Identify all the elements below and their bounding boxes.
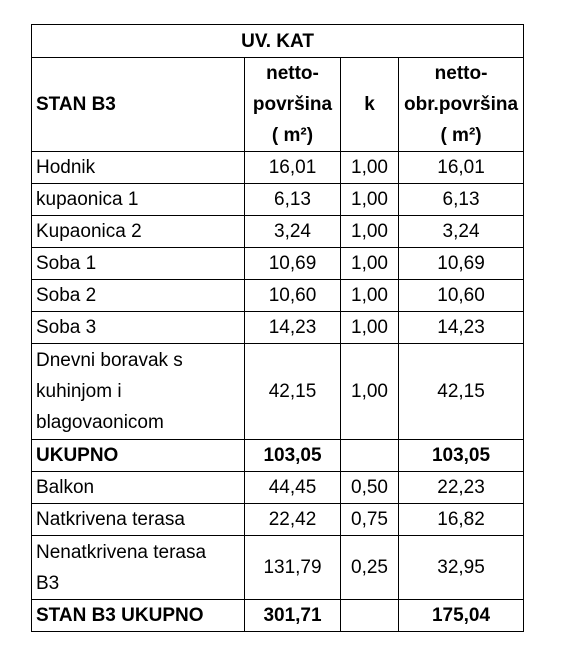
table-row	[32, 472, 524, 504]
net-area: 42,15	[245, 344, 341, 440]
net-area: 10,69	[245, 248, 341, 280]
calc-area: 10,69	[399, 248, 524, 280]
calc-area: 16,01	[399, 152, 524, 184]
total-net-area: 301,71	[245, 600, 341, 632]
net-area: 16,01	[245, 152, 341, 184]
table-row	[32, 504, 524, 536]
room-name	[32, 536, 245, 600]
net-area-header	[245, 58, 341, 152]
room-name-line1: Dnevni boravak s	[36, 350, 183, 371]
net-area: 14,23	[245, 312, 341, 344]
calc-area: 32,95	[399, 536, 524, 600]
room-name: Soba 3	[32, 312, 245, 344]
subtotal-net-area: 103,05	[245, 440, 341, 472]
title-row	[32, 25, 524, 58]
calc-area: 3,24	[399, 216, 524, 248]
room-name-line1: Nenatkrivena terasa	[36, 541, 207, 563]
net-area: 22,42	[245, 504, 341, 536]
calc-area-header-line2: obr.površina	[404, 94, 519, 115]
coefficient: 0,50	[341, 472, 399, 504]
coefficient: 1,00	[341, 312, 399, 344]
coefficient: 1,00	[341, 216, 399, 248]
total-label: STAN B3 UKUPNO	[32, 600, 245, 632]
room-name: Natkrivena terasa	[32, 504, 245, 536]
net-area: 44,45	[245, 472, 341, 504]
calc-area-header-line3: ( m²)	[440, 125, 482, 146]
total-coefficient-empty	[341, 600, 399, 632]
coefficient: 1,00	[341, 344, 399, 440]
coefficient: 1,00	[341, 248, 399, 280]
area-table	[31, 24, 524, 632]
calc-area: 16,82	[399, 504, 524, 536]
net-area: 131,79	[245, 536, 341, 600]
room-name-line2: B3	[36, 572, 60, 594]
table-row	[32, 184, 524, 216]
room-name	[32, 344, 245, 440]
net-area: 3,24	[245, 216, 341, 248]
calc-area: 42,15	[399, 344, 524, 440]
calc-area: 10,60	[399, 280, 524, 312]
room-name-line2: kuhinjom i	[36, 381, 122, 402]
table-row	[32, 344, 524, 440]
coefficient: 1,00	[341, 184, 399, 216]
room-name-line3: blagovaonicom	[36, 412, 164, 433]
calc-area: 22,23	[399, 472, 524, 504]
subtotal-calc-area: 103,05	[399, 440, 524, 472]
coefficient: 0,25	[341, 536, 399, 600]
room-name: kupaonica 1	[32, 184, 245, 216]
room-name: Hodnik	[32, 152, 245, 184]
table-row	[32, 152, 524, 184]
calc-area: 14,23	[399, 312, 524, 344]
table-row	[32, 248, 524, 280]
calc-area: 6,13	[399, 184, 524, 216]
coefficient-header: k	[341, 58, 399, 152]
floor-title: UV. KAT	[32, 25, 524, 58]
table-row	[32, 536, 524, 600]
coefficient: 1,00	[341, 280, 399, 312]
subtotal-row	[32, 440, 524, 472]
table-row	[32, 280, 524, 312]
coefficient: 0,75	[341, 504, 399, 536]
calc-area-header	[399, 58, 524, 152]
subtotal-label: UKUPNO	[32, 440, 245, 472]
net-area-header-line2: površina	[252, 94, 333, 115]
coefficient: 1,00	[341, 152, 399, 184]
net-area-header-line1: netto-	[266, 63, 319, 84]
calc-area-header-line1: netto-	[434, 63, 488, 84]
room-name: Kupaonica 2	[32, 216, 245, 248]
room-name: Soba 1	[32, 248, 245, 280]
subtotal-coefficient-empty	[341, 440, 399, 472]
total-calc-area: 175,04	[399, 600, 524, 632]
table-row	[32, 216, 524, 248]
net-area: 6,13	[245, 184, 341, 216]
net-area-header-line3: ( m²)	[271, 125, 314, 146]
total-row	[32, 600, 524, 632]
net-area: 10,60	[245, 280, 341, 312]
table-row	[32, 312, 524, 344]
room-name: Balkon	[32, 472, 245, 504]
room-name: Soba 2	[32, 280, 245, 312]
header-row	[32, 58, 524, 152]
apartment-header: STAN B3	[32, 58, 245, 152]
